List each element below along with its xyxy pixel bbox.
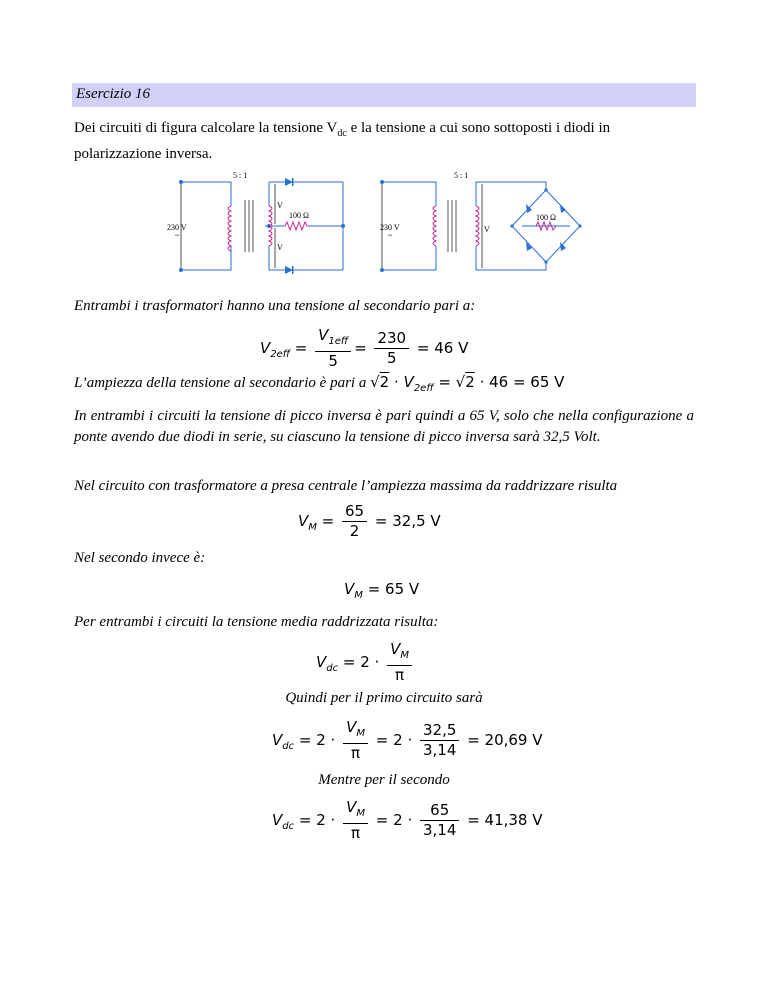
right-source-tilde: ~ [388,231,393,240]
center-tap-circuit-diagram [165,170,345,282]
left-source-tilde: ~ [175,231,180,240]
left-vm-top: V [277,201,283,210]
right-source-label: 230 V [380,223,400,232]
equation-v2eff: $V_{2eff}$ = $\frac{V_{1eff}}{5}$ = $\frac{230}{5}$ = 46 V [260,326,469,370]
paragraph-center-tap: Nel circuito con trasformatore a presa centrale l’ampiezza massima da raddrizzare risulta [74,478,618,494]
paragraph-first-circuit: Quindi per il primo circuito sarà [285,690,483,706]
paragraph-amplitude: L’ampiezza della tensione al secondario è pari a $√2 \cdot V_{2eff} = √2 \cdot 46 = 65$ V [74,373,565,394]
paragraph-inverse-peak: In entrambi i circuiti la tensione di picco inversa è pari quindi a 65 V, solo che nella configurazione a ponte avendo due diodi in serie, su ciascuno la tensione di picco inversa sarà 32,5 Volt. [74,408,694,445]
left-resistor-label: 100 Ω [289,211,309,220]
equation-vdc-general: $V_{dc} = 2$ · $\frac{V_M}{\pi}$ [316,640,415,685]
paragraph-secondary-voltage: Entrambi i trasformatori hanno una tensione al secondario pari a: [74,298,476,314]
exercise-title: Esercizio 16 [76,86,151,102]
left-ratio-label: 5 : 1 [233,171,248,180]
paragraph-mean-voltage: Per entrambi i circuiti la tensione media raddrizzata risulta: [74,614,439,630]
equation-vdc-second: $V_{dc} = 2$ · $\frac{V_M}{\pi}$ = 2 · $\frac{65}{3,14}$ = 41,38 V [272,798,543,842]
bridge-circuit-diagram [376,170,606,282]
right-vm-label: V [484,225,490,234]
equation-vm-first: $V_M$ = $\frac{65}{2}$ = 32,5 V [298,502,441,540]
left-vm-bottom: V [277,243,283,252]
right-ratio-label: 5 : 1 [454,171,469,180]
left-source-label: 230 V [167,223,187,232]
exercise-header [72,83,696,107]
paragraph-second-circuit: Mentre per il secondo [318,772,450,788]
paragraph-second: Nel secondo invece è: [74,550,206,566]
equation-vm-second: $V_M = 65$ V [344,580,420,601]
equation-vdc-first: $V_{dc} = 2$ · $\frac{V_M}{\pi}$ = 2 · $\frac{32,5}{3,14}$ = 20,69 V [272,718,543,762]
right-resistor-label: 100 Ω [536,213,556,222]
equation-amplitude: $√2 \cdot V_{2eff} = √2 \cdot 46 = 65$ V [370,373,565,394]
intro-paragraph: Dei circuiti di figura calcolare la tensione $V_{dc}$ e la tensione a cui sono sottoposti i diodi in polarizzazione inversa. [74,120,611,162]
